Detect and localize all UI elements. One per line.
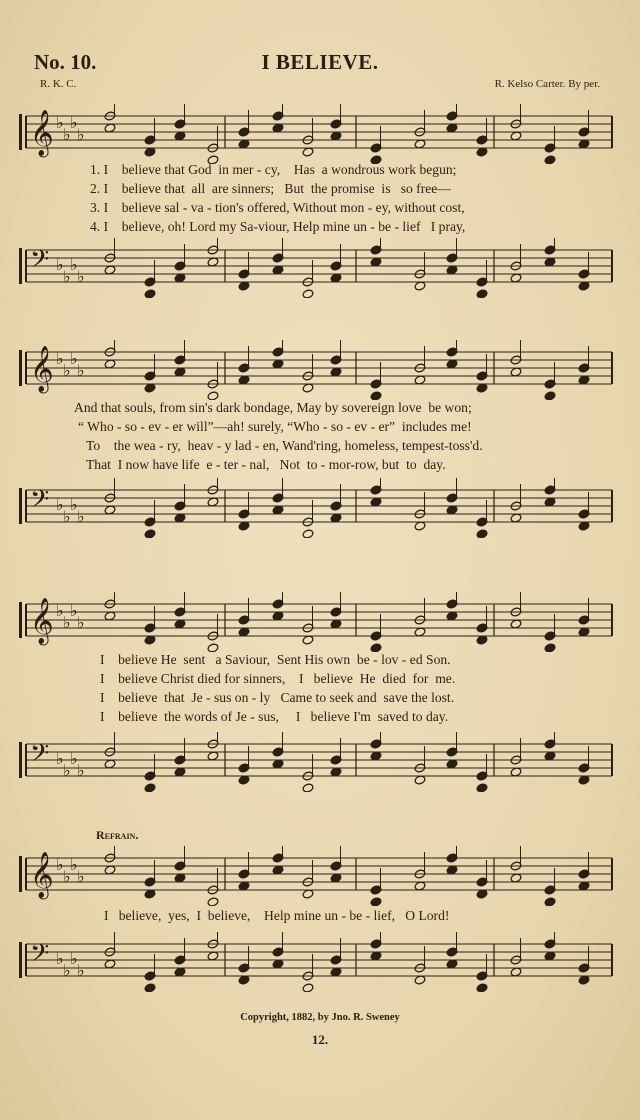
hymn-number: No. 10. (34, 50, 97, 74)
hymn-title: I BELIEVE. (261, 50, 379, 74)
refrain-label: Refrain. (96, 828, 139, 842)
system-1-verse-1: 1. I believe that God in mer - cy, Has a wondrous work begun; (90, 162, 457, 177)
page-number: 12. (311, 1032, 329, 1047)
svg-text:♭: ♭ (56, 349, 64, 368)
svg-text:♭: ♭ (77, 761, 85, 780)
svg-text:♭: ♭ (77, 361, 85, 380)
svg-text:♭: ♭ (77, 867, 85, 886)
svg-text:♭: ♭ (77, 961, 85, 980)
svg-text:♭: ♭ (77, 613, 85, 632)
system-1-verse-2: 2. I believe that all are sinners; But the promise is so free— (90, 181, 451, 196)
svg-text:♭: ♭ (63, 761, 71, 780)
system-2-verse-1: And that souls, from sin's dark bondage, May by sovereign love be won; (74, 400, 472, 415)
system-1-verse-4: 4. I believe, oh! Lord my Sa-viour, Help mine un - be - lief I pray, (90, 219, 466, 234)
refrain-lyric: I believe, yes, I believe, Help mine un - be - lief, O Lord! (104, 908, 450, 923)
system-2-verse-3: To the wea - ry, heav - y lad - en, Wand'ring, homeless, tempest-toss'd. (86, 438, 483, 453)
svg-text:♭: ♭ (56, 949, 64, 968)
svg-text:♭: ♭ (70, 349, 78, 368)
svg-text:♭: ♭ (63, 267, 71, 286)
system-3-verse-2: I believe Christ died for sinners, I believe He died for me. (100, 671, 456, 686)
system-1-verse-3: 3. I believe sal - va - tion's offered, Without mon - ey, without cost, (90, 200, 465, 215)
svg-text:♭: ♭ (56, 855, 64, 874)
svg-text:♭: ♭ (77, 267, 85, 286)
svg-text:♭: ♭ (63, 125, 71, 144)
system-1-treble-staff (0, 104, 640, 164)
svg-text:𝄢: 𝄢 (30, 939, 50, 974)
svg-text:𝄞: 𝄞 (30, 110, 54, 156)
svg-text:♭: ♭ (70, 749, 78, 768)
svg-text:♭: ♭ (56, 255, 64, 274)
svg-text:♭: ♭ (70, 113, 78, 132)
svg-text:♭: ♭ (56, 749, 64, 768)
svg-text:♭: ♭ (77, 125, 85, 144)
svg-text:𝄢: 𝄢 (30, 739, 50, 774)
refrain-bass-staff (0, 932, 640, 992)
svg-text:𝄢: 𝄢 (30, 245, 50, 280)
svg-text:♭: ♭ (70, 855, 78, 874)
svg-text:♭: ♭ (63, 507, 71, 526)
svg-text:♭: ♭ (56, 495, 64, 514)
copyright-notice: Copyright, 1882, by Jno. R. Sweney (240, 1012, 400, 1023)
svg-text:♭: ♭ (70, 495, 78, 514)
svg-text:♭: ♭ (63, 361, 71, 380)
system-2-treble-staff (0, 340, 640, 400)
svg-text:♭: ♭ (63, 961, 71, 980)
svg-text:𝄢: 𝄢 (30, 485, 50, 520)
system-3-verse-1: I believe He sent a Saviour, Sent His own be - lov - ed Son. (100, 652, 451, 667)
system-3-treble-staff (0, 592, 640, 652)
system-3-bass-staff (0, 732, 640, 792)
refrain-treble-staff (0, 846, 640, 906)
svg-text:♭: ♭ (77, 507, 85, 526)
system-2-bass-staff (0, 478, 640, 538)
svg-text:♭: ♭ (56, 113, 64, 132)
system-2-verse-4: That I now have life e - ter - nal, Not to - mor-row, but to day. (86, 457, 446, 472)
svg-text:♭: ♭ (70, 255, 78, 274)
author-credit: R. K. C. (40, 78, 77, 90)
system-2-verse-2: “ Who - so - ev - er will”—ah! surely, “Who - so - ev - er” includes me! (78, 419, 472, 434)
svg-text:𝄞: 𝄞 (30, 346, 54, 392)
svg-text:♭: ♭ (63, 867, 71, 886)
svg-text:𝄞: 𝄞 (30, 852, 54, 898)
system-3-verse-3: I believe that Je - sus on - ly Came to seek and save the lost. (100, 690, 455, 705)
svg-text:𝄞: 𝄞 (30, 598, 54, 644)
svg-text:♭: ♭ (56, 601, 64, 620)
svg-text:♭: ♭ (63, 613, 71, 632)
composer-credit: R. Kelso Carter. By per. (494, 78, 600, 90)
system-1-bass-staff (0, 238, 640, 298)
svg-text:♭: ♭ (70, 949, 78, 968)
svg-text:♭: ♭ (70, 601, 78, 620)
system-3-verse-4: I believe the words of Je - sus, I believe I'm saved to day. (100, 709, 449, 724)
